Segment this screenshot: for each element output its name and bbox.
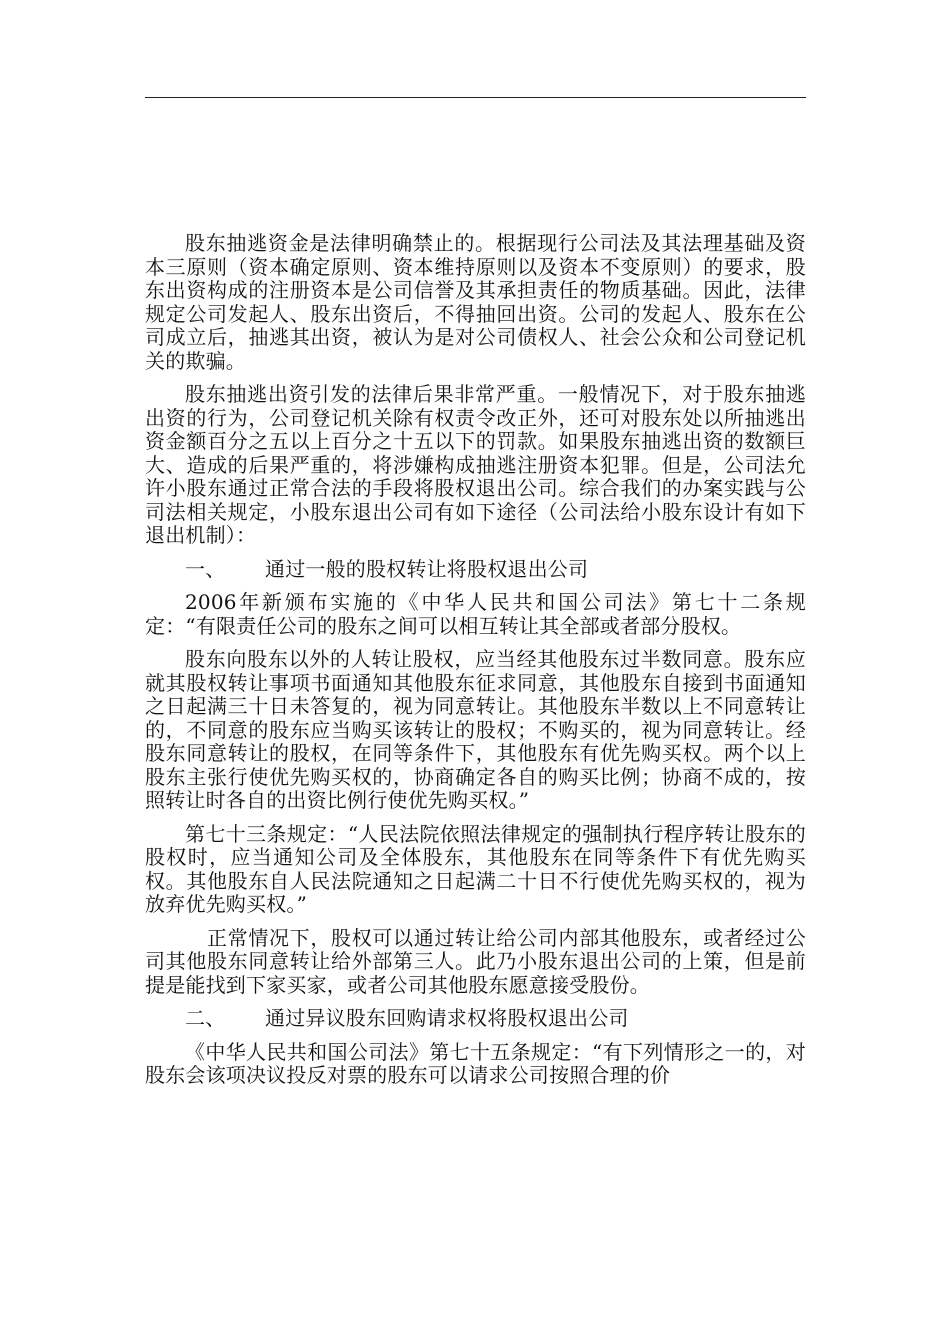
section-number: 二、 bbox=[185, 1006, 226, 1030]
paragraph-article-73: 第七十三条规定：“人民法院依照法律规定的强制执行程序转让股东的股权时，应当通知公司及全体股东，其他股东在同等条件下有优先购买权。其他股东自人民法院通知之日起满二十日不行使优先购买权的，视为放弃优先购买权。” bbox=[145, 821, 806, 916]
section-heading-1 bbox=[145, 558, 806, 582]
paragraph-legal-consequences: 股东抽逃出资引发的法律后果非常严重。一般情况下，对于股东抽逃出资的行为，公司登记机关除有权责令改正外，还可对股东处以所抽逃出资金额百分之五以上百分之十五以下的罚款。如果股东抽逃出资的数额巨大、造成的后果严重的，将涉嫌构成抽逃注册资本犯罪。但是，公司法允许小股东通过正常合法的手段将股权退出公司。综合我们的办案实践与公司法相关规定，小股东退出公司有如下途径（公司法给小股东设计有如下退出机制）： bbox=[145, 382, 806, 547]
paragraph-transfer-to-outsiders: 股东向股东以外的人转让股权，应当经其他股东过半数同意。股东应就其股权转让事项书面通知其他股东征求同意，其他股东自接到书面通知之日起满三十日未答复的，视为同意转让。其他股东半数以上不同意转让的，不同意的股东应当购买该转让的股权；不购买的，视为同意转让。经股东同意转让的股权，在同等条件下，其他股东有优先购买权。两个以上股东主张行使优先购买权的，协商确定各自的购买比例；协商不成的，按照转让时各自的出资比例行使优先购买权。” bbox=[145, 647, 806, 812]
section-title: 通过异议股东回购请求权将股权退出公司 bbox=[265, 1006, 629, 1030]
header-rule bbox=[145, 97, 806, 98]
document-body bbox=[145, 232, 806, 1098]
section-heading-2 bbox=[145, 1007, 806, 1031]
paragraph-capital-withdrawal-prohibited: 股东抽逃资金是法律明确禁止的。根据现行公司法及其法理基础及资本三原则（资本确定原则、资本维持原则以及资本不变原则）的要求，股东出资构成的注册资本是公司信誉及其承担责任的物质基础。因此，法律规定公司发起人、股东出资后，不得抽回出资。公司的发起人、股东在公司成立后，抽逃其出资，被认为是对公司债权人、社会公众和公司登记机关的欺骗。 bbox=[145, 231, 806, 373]
paragraph-normal-transfer: 正常情况下，股权可以通过转让给公司内部其他股东，或者经过公司其他股东同意转让给外部第三人。此乃小股东退出公司的上策，但是前提是能找到下家买家，或者公司其他股东愿意接受股份。 bbox=[145, 925, 806, 997]
section-title: 通过一般的股权转让将股权退出公司 bbox=[265, 556, 589, 581]
paragraph-article-72: 2006年新颁布实施的《中华人民共和国公司法》第七十二条规定：“有限责任公司的股东之间可以相互转让其全部或者部分股权。 bbox=[145, 590, 806, 638]
section-number: 一、 bbox=[185, 556, 226, 581]
paragraph-article-75: 《中华人民共和国公司法》第七十五条规定：“有下列情形之一的，对股东会该项决议投反对票的股东可以请求公司按照合理的价 bbox=[145, 1039, 806, 1087]
